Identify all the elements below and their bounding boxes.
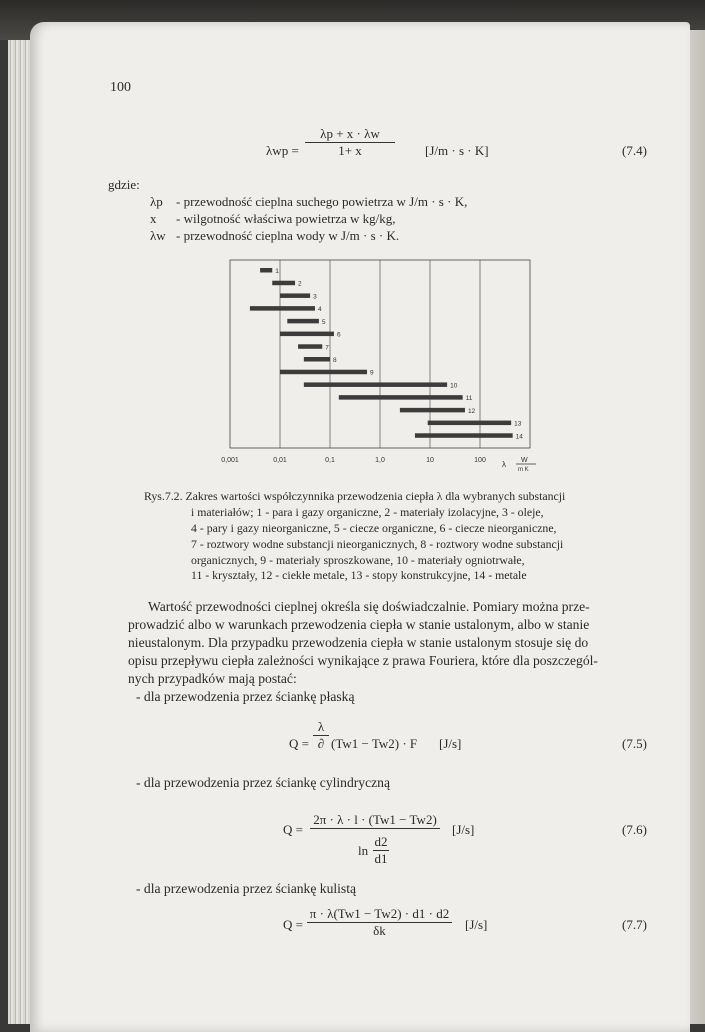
- range-bar-5: [287, 319, 319, 324]
- eq74-denominator: 1+ x: [338, 143, 362, 158]
- eq77-lhs: Q =: [283, 917, 303, 932]
- def-symbol: x: [150, 211, 157, 226]
- range-bar-4: [250, 306, 315, 311]
- bar-label: 14: [515, 433, 523, 441]
- paragraph-line: prowadzić albo w warunkach przewodzenia ciepła w stanie ustalonym, albo w stanie: [128, 617, 590, 632]
- caption-line: 4 - pary i gazy nieorganiczne, 5 - ciecze organiczne, 6 - ciecze nieorganiczne,: [191, 521, 557, 535]
- x-tick-label: 10: [426, 457, 434, 464]
- eq76-number: (7.6): [622, 822, 647, 837]
- caption-line: 7 - roztwory wodne substancji nieorganicznych, 8 - roztwory wodne substancji: [191, 537, 564, 551]
- eq75-fraction: [313, 719, 329, 752]
- caption-line: i materiałów; 1 - para i gazy organiczne, 2 - materiały izolacyjne, 3 - oleje,: [191, 505, 544, 519]
- paragraph-line: nieustalonym. Dla przypadku przewodzenia ciepła w stanie ustalonym stosuje się do: [128, 635, 589, 650]
- bar-label: 3: [313, 293, 317, 301]
- bar-label: 5: [321, 318, 326, 326]
- lambda-range-chart: [220, 255, 550, 480]
- chart-ticks: [221, 457, 486, 464]
- page-edges: [8, 40, 32, 1024]
- eq75-lhs: Q =: [289, 736, 309, 751]
- range-bar-11: [339, 395, 463, 400]
- x-tick-label: 0,001: [221, 457, 239, 464]
- paragraph-line: Wartość przewodności cieplnej określa się doświadczalnie. Pomiary można prze-: [148, 599, 590, 614]
- bar-label: 2: [298, 280, 302, 288]
- range-bar-10: [304, 382, 447, 387]
- chart-bars: [250, 268, 523, 440]
- range-bar-13: [428, 421, 511, 426]
- bar-label: 8: [333, 357, 337, 364]
- paragraph-line: - dla przewodzenia przez ściankę płaską: [136, 689, 355, 704]
- eq74-numerator: λp + x · λw: [320, 126, 380, 141]
- eq74-number: (7.4): [622, 143, 647, 158]
- eq76-fraction-line: [310, 828, 440, 829]
- eq75-numerator: λ: [317, 719, 325, 734]
- eq77-units: [J/s]: [465, 917, 488, 932]
- x-tick-label: 0,01: [273, 457, 287, 464]
- bar-label: 10: [450, 382, 458, 390]
- x-axis-label: λ: [502, 460, 506, 469]
- eq77-fraction: [307, 906, 452, 939]
- bar-label: 4: [317, 306, 322, 314]
- eq76-inner-denominator: d1: [374, 851, 388, 866]
- chart-grid: [230, 260, 530, 448]
- bar-label: 12: [467, 407, 476, 415]
- range-bar-9: [280, 370, 367, 375]
- eq76-inner-fraction: [373, 834, 389, 867]
- def-symbol: λp: [150, 194, 163, 209]
- eq76-lhs: Q =: [283, 822, 303, 837]
- paragraph-line: opisu przepływu ciepła zależności wynikające z prawa Fouriera, które dla poszczegól-: [128, 653, 598, 668]
- page-number: 100: [110, 80, 131, 95]
- x-tick-label: 100: [474, 457, 486, 464]
- range-bar-2: [272, 281, 295, 286]
- eq75-units: [J/s]: [439, 736, 462, 751]
- caption-line: Rys.7.2. Zakres wartości współczynnika przewodzenia ciepła λ dla wybranych substancji: [144, 489, 566, 503]
- eq76-numerator: 2π · λ · l · (Tw1 − Tw2): [313, 812, 437, 827]
- eq74-fraction: [305, 126, 395, 159]
- text-spherical: - dla przewodzenia przez ściankę kulistą: [136, 881, 357, 896]
- bar-label: 6: [336, 331, 341, 339]
- bar-label: 7: [325, 344, 329, 352]
- eq74-units: [J/m · s · K]: [425, 143, 489, 158]
- eq76-inner-numerator: d2: [374, 834, 388, 849]
- paragraph-line: nych przypadków mają postać:: [128, 671, 297, 686]
- x-axis-unit-numerator: W: [521, 457, 528, 464]
- x-tick-label: 0,1: [325, 457, 335, 464]
- eq77-numerator: π · λ(Tw1 − Tw2) · d1 · d2: [309, 906, 450, 921]
- where-label: gdzie:: [108, 177, 140, 192]
- def-text: - przewodność cieplna wody w J/m · s · K.: [176, 228, 400, 243]
- range-bar-8: [304, 357, 330, 362]
- eq77-number: (7.7): [622, 917, 647, 932]
- eq76-fraction: [310, 812, 440, 829]
- text-cylindrical: - dla przewodzenia przez ściankę cylindryczną: [136, 775, 390, 790]
- range-bar-7: [298, 344, 322, 349]
- bar-label: 11: [465, 395, 473, 403]
- eq77-denominator: δk: [373, 923, 386, 938]
- def-text: - wilgotność właściwa powietrza w kg/kg,: [176, 211, 396, 226]
- range-bar-1: [260, 268, 272, 273]
- x-axis-unit-denominator: m K: [518, 467, 529, 473]
- range-bar-6: [280, 332, 334, 337]
- caption-line: 11 - kryształy, 12 - ciekłe metale, 13 - stopy konstrukcyjne, 14 - metale: [191, 568, 527, 582]
- eq76-ln: ln: [358, 843, 369, 858]
- x-tick-label: 1,0: [375, 457, 385, 464]
- bar-label: 9: [370, 369, 374, 377]
- bar-label: 1: [275, 268, 279, 275]
- eq75-denominator: ∂: [317, 736, 325, 751]
- eq74-lhs: λwp =: [266, 143, 299, 158]
- range-bar-14: [415, 433, 513, 438]
- eq76-units: [J/s]: [452, 822, 475, 837]
- bar-label: 13: [514, 420, 522, 428]
- caption-line: organicznych, 9 - materiały sproszkowane, 10 - materiały ogniotrwałe,: [191, 553, 525, 567]
- eq75-number: (7.5): [622, 736, 647, 751]
- def-symbol: λw: [150, 228, 166, 243]
- range-bar-3: [280, 293, 310, 298]
- range-bar-12: [400, 408, 465, 413]
- eq75-rest: (Tw1 − Tw2) · F: [331, 736, 418, 751]
- def-text: - przewodność cieplna suchego powietrza w J/m · s · K,: [176, 194, 468, 209]
